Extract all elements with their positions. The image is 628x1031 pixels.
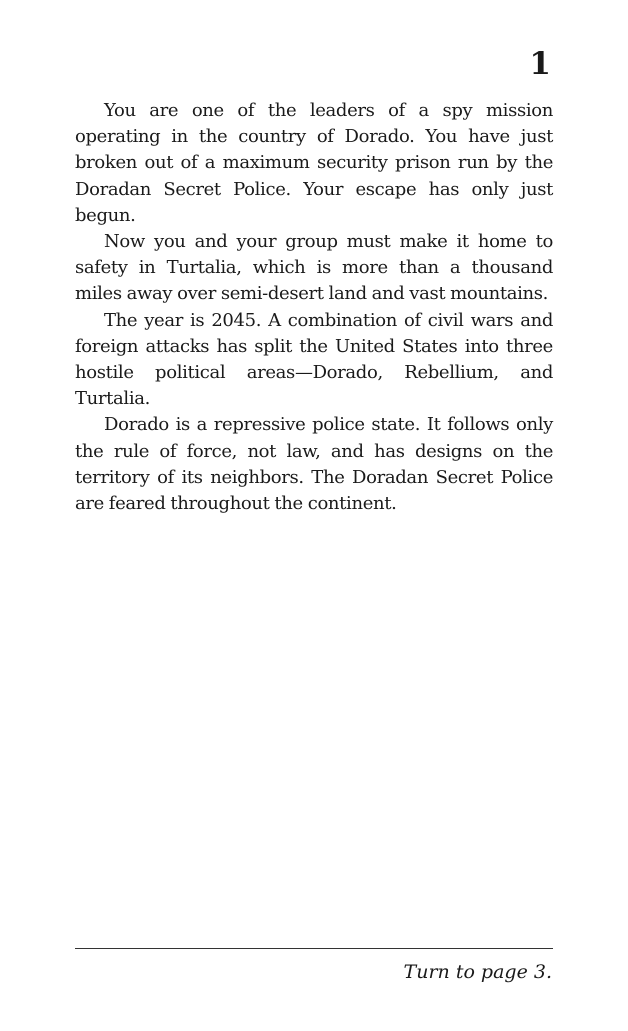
paragraph-4: Dorado is a repressive police state. It follows only the rule of force, not law, and has designs on the territory of its neighbors. The Doradan Secret Police are feared throughout the continent. [75,414,553,515]
footer-divider [75,948,553,949]
paragraph-3: The year is 2045. A combination of civil wars and foreign attacks has split the United States into three hostile political areas—Dorado, Rebellium, and Turtalia. [75,309,553,410]
story-text [75,98,553,517]
page-number: 1 [529,46,551,82]
turn-to-page-instruction: Turn to page 3. [403,961,552,983]
paragraph-1: You are one of the leaders of a spy mission operating in the country of Dorado. You have just broken out of a maximum security prison run by the Doradan Secret Police. Your escape has only just begun. [75,100,553,226]
paragraph-2: Now you and your group must make it home to safety in Turtalia, which is more than a thousand miles away over semi-desert land and vast mountains. [75,231,553,305]
